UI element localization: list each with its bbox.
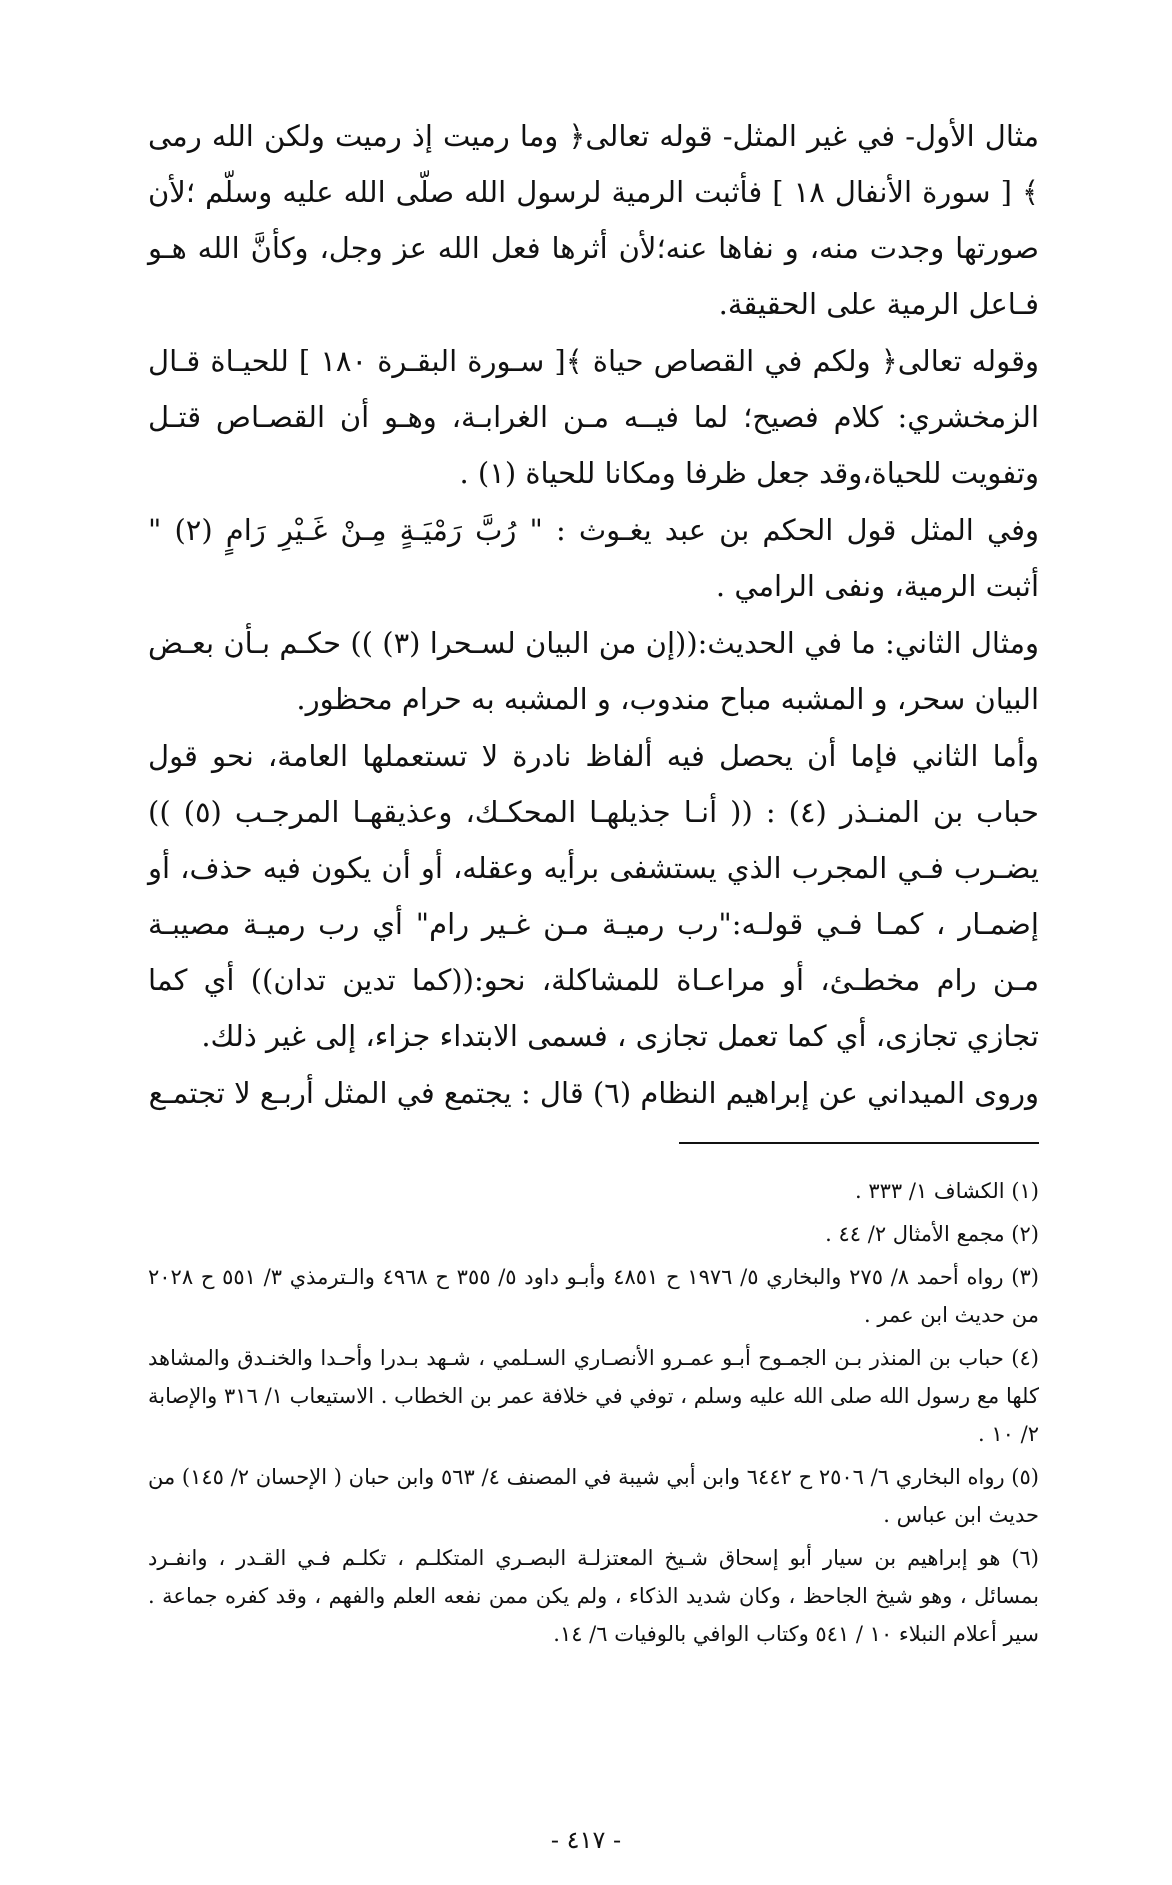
footnote-1: (١) الكشاف ١/ ٣٣٣ . [854,1179,1039,1203]
footnote-6: (٦) هو إبراهيم بن سيار أبو إسحاق شـيخ المعتزلـة البصـري المتكلـم ، تكلـم فـي القـدر ، وانفـرد بمسائل ، وهو شيخ الجاحظ ، وكان شديد الذكاء ، ولم يكن ممن نفعه العلم والفهم ، وقد كفره جماعة . سير أعلام النبلاء ١٠ / ٥٤١ وكتاب الوافي بالوفيات ٦/ ١٤. [148,1546,1039,1646]
paragraph-1: مثال الأول- في غير المثل- قوله تعالى﴿ وما رميت إذ رميت ولكن الله رمى ﴾ [ سورة الأنفال ١٨ ] فأثبت الرمية لرسول الله صلّى الله عليه وسلّم ؛لأن صورتها وجدت منه، و نفاها عنه؛لأن أثرها فعل الله عز وجل، وكأنَّ الله هـو فـاعل الرمية على الحقيقة. [148,119,1039,321]
footnote-5: (٥) رواه البخاري ٦/ ٢٥٠٦ ح ٦٤٤٢ وابن أبي شيبة في المصنف ٤/ ٥٦٣ وابن حبان ( الإحسان ٢/ ١٤٥) من حديث ابن عباس . [148,1465,1039,1527]
paragraph-5: وأما الثاني فإما أن يحصل فيه ألفاظ نادرة لا تستعملها العامة، نحو قول حباب بن المنـذر (٤) : (( أنـا جذيلهـا المحكـك، وعذيقهـا المرجـب (٥) )) يضـرب فـي المجرب الذي يستشفى برأيه وعقله، أو أن يكون فيه حذف، أو إضمـار ، كمـا فـي قولـه:"رب رميـة مـن غـير رام" أي رب رميـة مصيبـة مـن رام مخطـئ، أو مراعـاة للمشاكلة، نحو:((كما تدين تدان)) أي كما تجازي تجازى، أي كما تعمل تجازى ، فسمى الابتداء جزاء، إلى غير ذلك. [148,739,1039,1053]
paragraph-6: وروى الميداني عن إبراهيم النظام (٦) قال : يجتمع في المثل أربـع لا تجتمـع [148,1076,1039,1110]
footnote-separator [679,1142,1039,1144]
footnotes [148,1172,1039,1658]
paragraph-4: ومثال الثاني: ما في الحديث:((إن من البيان لسـحرا (٣) )) حكـم بـأن بعـض البيان سحر، و المشبه مباح مندوب، و المشبه به حرام محظور. [148,626,1040,716]
footnote-3: (٣) رواه أحمد ٨/ ٢٧٥ والبخاري ٥/ ١٩٧٦ ح ٤٨٥١ وأبـو داود ٥/ ٣٥٥ ح ٤٩٦٨ والـترمذي ٣/ ٥٥١ ح ٢٠٢٨ من حديث ابن عمر . [148,1265,1039,1327]
paragraph-3: وفي المثل قول الحكم بن عبد يغـوث : " رُبَّ رَمْيَـةٍ مِـنْ غَـيْرِ رَامٍ (٢) " أثبت الرمية، ونفى الرامي . [148,513,1039,603]
footnote-4: (٤) حباب بن المنذر بـن الجمـوح أبـو عمـرو الأنصـاري السـلمي ، شـهد بـدرا وأحـدا والخنـدق والمشاهد كلها مع رسول الله صلى الله عليه وسلم ، توفي في خلافة عمر بن الخطاب . الاستيعاب ١/ ٣١٦ والإصابة ٢/ ١٠ . [148,1346,1039,1446]
page-number: - ٤١٧ - [550,1826,622,1854]
paragraph-2: وقوله تعالى﴿ ولكم في القصاص حياة ﴾[ سـورة البقـرة ١٨٠ ] للحيـاة قـال الزمخشري: كلام فصيح؛ لما فيــه مـن الغرابـة، وهـو أن القصـاص قتـل وتفويت للحياة،وقد جعل ظرفا ومكانا للحياة (١) . [148,344,1039,490]
footnote-2: (٢) مجمع الأمثال ٢/ ٤٤ . [825,1222,1039,1246]
main-text [148,108,1039,1122]
